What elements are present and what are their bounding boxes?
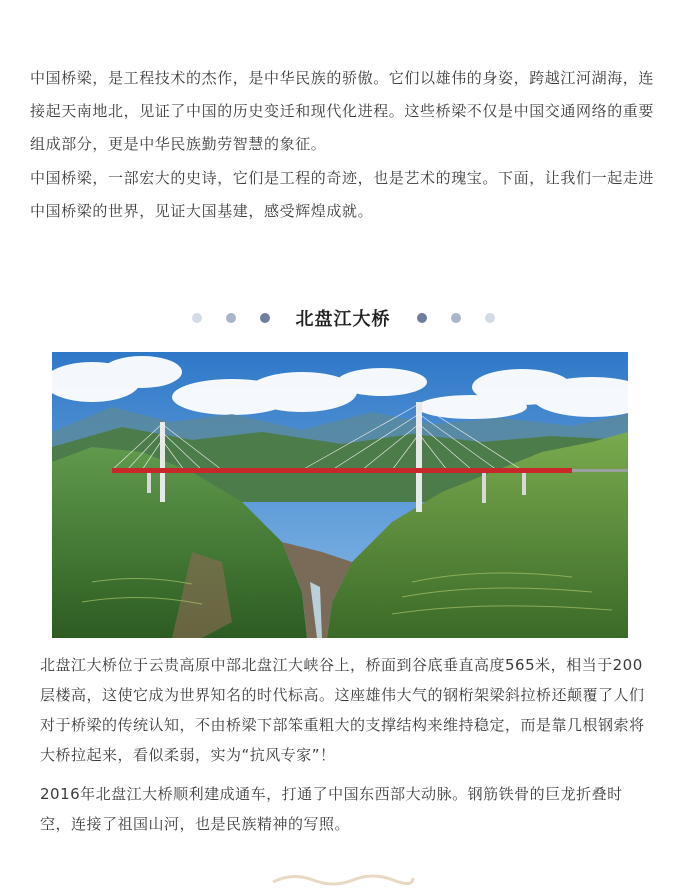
section-paragraph-1: 北盘江大桥位于云贵高原中部北盘江大峡谷上，桥面到谷底垂直高度565米，相当于200层楼高，这使它成为世界知名的时代标高。这座雄伟大气的钢桁架梁斜拉桥还颠覆了人们对于桥梁的传统认知，不由桥梁下部笨重粗大的支撑结构来维持稳定，而是靠几根钢索将大桥拉起来，看似柔弱，实为“抗风专家”！	[40, 656, 645, 764]
dot-icon	[451, 313, 461, 323]
bridge-photo	[52, 352, 628, 638]
dot-icon	[192, 313, 202, 323]
intro-paragraph-2: 中国桥梁，一部宏大的史诗，它们是工程的奇迹，也是艺术的瑰宝。下面，让我们一起走进中国桥梁的世界，见证大国基建，感受辉煌成就。	[30, 169, 655, 220]
wave-divider-icon	[268, 868, 418, 888]
section-title: 北盘江大桥	[295, 309, 391, 330]
dot-icon	[260, 313, 270, 323]
intro-paragraph-1: 中国桥梁，是工程技术的杰作，是中华民族的骄傲。它们以雄伟的身姿，跨越江河湖海，连接起天南地北，见证了中国的历史变迁和现代化进程。这些桥梁不仅是中国交通网络的重要组成部分，更是中华民族勤劳智慧的象征。	[30, 69, 655, 153]
dot-icon	[485, 313, 495, 323]
section-heading	[0, 300, 686, 336]
section-paragraph-2: 2016年北盘江大桥顺利建成通车，打通了中国东西部大动脉。钢筋铁骨的巨龙折叠时空，连接了祖国山河，也是民族精神的写照。	[40, 785, 623, 833]
dot-icon	[417, 313, 427, 323]
dot-icon	[226, 313, 236, 323]
